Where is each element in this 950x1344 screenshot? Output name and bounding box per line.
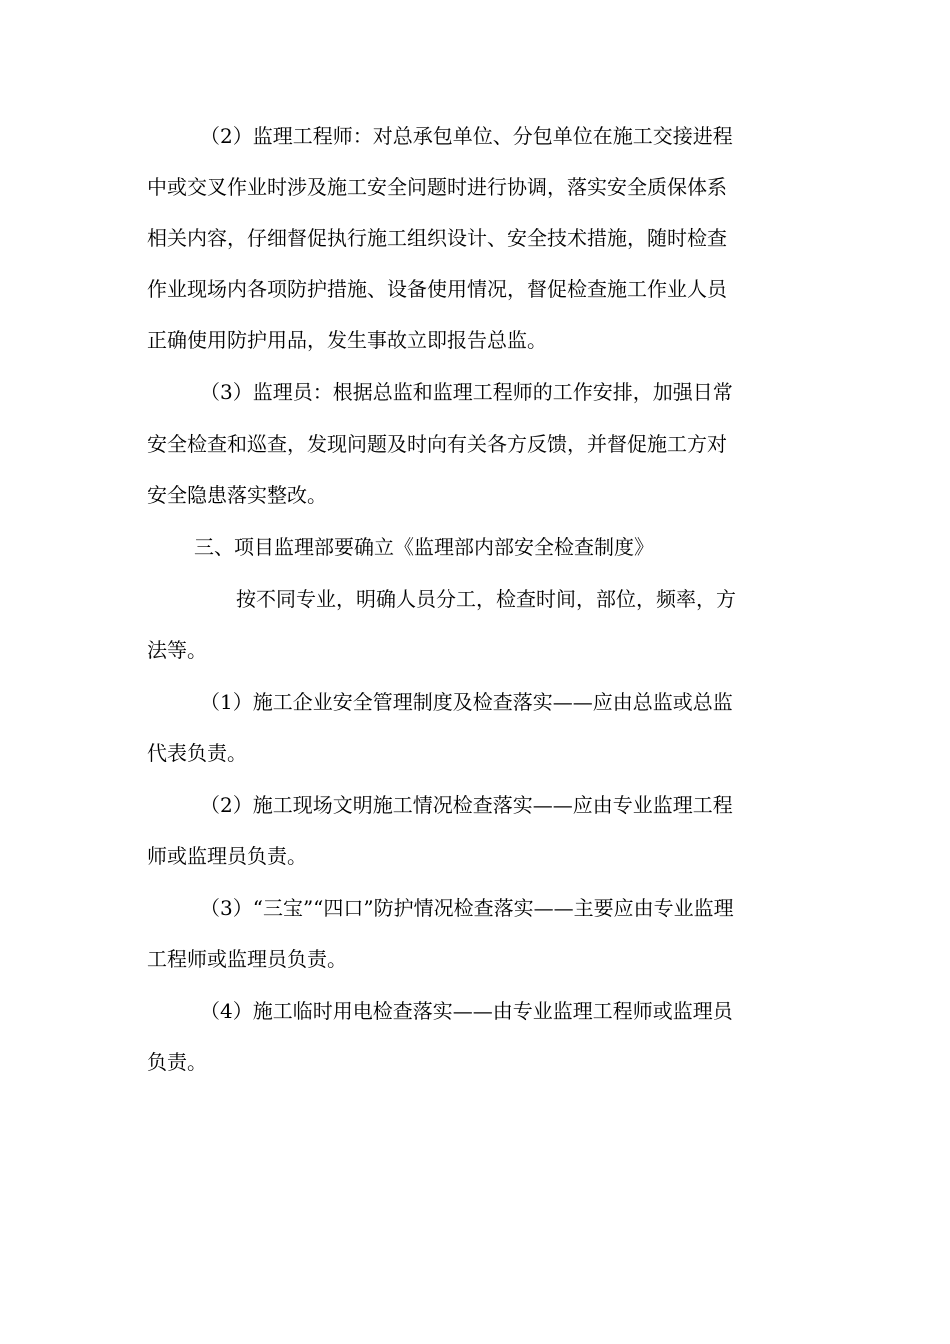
text-line: 作业现场内各项防护措施、设备使用情况，督促检查施工作业人员 (147, 277, 727, 301)
text-line: （1）施工企业安全管理制度及检查落实——应由总监或总监 (200, 690, 733, 714)
text-line: 工程师或监理员负责。 (147, 947, 347, 971)
text-line: 安全隐患落实整改。 (147, 483, 327, 507)
text-line: （3）“三宝”“四口”防护情况检查落实——主要应由专业监理 (200, 896, 734, 920)
text-line: 代表负责。 (147, 741, 247, 765)
text-line: （2）施工现场文明施工情况检查落实——应由专业监理工程 (200, 793, 733, 817)
text-line: 相关内容，仔细督促执行施工组织设计、安全技术措施，随时检查 (147, 226, 727, 250)
text-line: 中或交叉作业时涉及施工安全问题时进行协调，落实安全质保体系 (147, 175, 727, 199)
text-line: 师或监理员负责。 (147, 844, 307, 868)
text-line: 安全检查和巡查，发现问题及时向有关各方反馈，并督促施工方对 (147, 432, 727, 456)
text-line: （3）监理员：根据总监和监理工程师的工作安排，加强日常 (200, 380, 733, 404)
text-line: （2）监理工程师：对总承包单位、分包单位在施工交接进程 (200, 124, 733, 148)
text-line: 负责。 (147, 1050, 207, 1074)
text-line: 正确使用防护用品，发生事故立即报告总监。 (147, 328, 547, 352)
text-line: 法等。 (147, 638, 207, 662)
text-line: （4）施工临时用电检查落实——由专业监理工程师或监理员 (200, 999, 733, 1023)
section-heading: 三、项目监理部要确立《监理部内部安全检查制度》 (194, 535, 654, 559)
text-line: 按不同专业，明确人员分工，检查时间，部位，频率，方 (236, 587, 736, 611)
